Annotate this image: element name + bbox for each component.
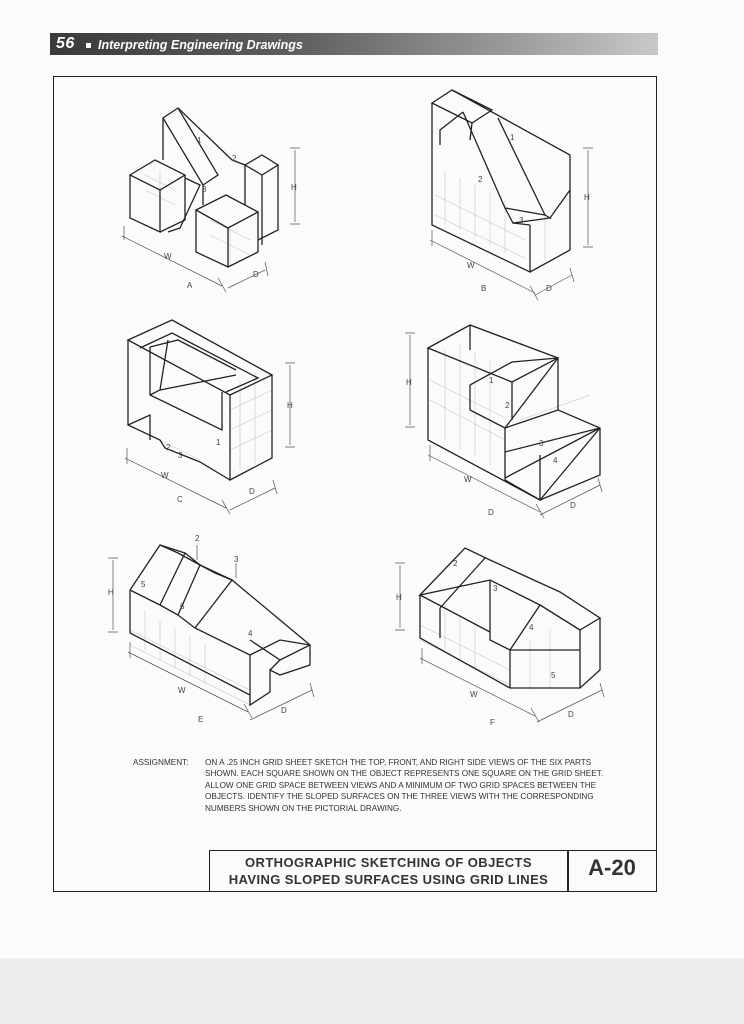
figure-e-dim-w: W [178,686,186,695]
figure-d-dim-h: H [406,378,412,387]
figure-c-dim-w: W [161,471,169,480]
figure-e [108,534,314,724]
figure-d-label: D [488,508,494,517]
figure-b-surface-1: 1 [510,133,515,142]
figure-e-label: E [198,715,204,724]
figure-e-surface-4: 4 [248,629,253,638]
figure-d-surface-3: 3 [539,439,544,448]
figure-b-surface-3: 3 [519,216,524,225]
figure-a-surface-2: 2 [232,154,237,163]
figure-a-label: A [187,281,193,290]
figure-f-dim-w: W [470,690,478,699]
figure-c [125,320,295,514]
title-line-1: ORTHOGRAPHIC SKETCHING OF OBJECTS [245,855,532,870]
figure-a-dim-h: H [291,183,297,192]
figure-e-surface-5: 5 [141,580,146,589]
figure-f-surface-2: 2 [453,559,458,568]
header-title: Interpreting Engineering Drawings [98,38,303,52]
figure-c-surface-2: 2 [166,443,171,452]
figure-a-surface-3: 3 [202,185,207,194]
assignment-label: ASSIGNMENT: [133,758,189,767]
figure-f-dim-d: D [568,710,574,719]
figure-a-dim-w: W [164,252,172,261]
figure-f-surface-5: 5 [551,671,556,680]
figure-c-dim-h: H [287,401,293,410]
figure-f-dim-h: H [396,593,402,602]
figure-f-label: F [490,718,495,727]
figure-a-surface-1: 1 [197,136,202,145]
figure-d-dim-d: D [570,501,576,510]
figure-a-dim-d: D [253,270,259,279]
figure-f-surface-4: 4 [529,623,534,632]
figure-d-surface-1: 1 [489,376,494,385]
figure-f [395,548,604,727]
figure-b-label: B [481,284,487,293]
figure-d [405,325,602,518]
figure-e-dim-d: D [281,706,287,715]
figure-c-surface-1: 1 [216,438,221,447]
figure-b-dim-w: W [467,261,475,270]
figure-b-dim-d: D [546,284,552,293]
figure-a [122,108,300,292]
figure-b-surface-2: 2 [478,175,483,184]
title-block [209,850,657,892]
figure-e-surface-3: 3 [234,555,239,564]
figure-d-surface-4: 4 [553,456,558,465]
figure-c-surface-3: 3 [178,451,183,460]
figure-e-surface-2: 2 [195,534,200,543]
figure-f-surface-3: 3 [493,584,498,593]
sheet-id: A-20 [588,855,636,880]
figure-e-dim-h: H [108,588,114,597]
figure-c-dim-d: D [249,487,255,496]
figure-b-dim-h: H [584,193,590,202]
figure-e-surface-6: 6 [180,602,185,611]
page-number: 56 [56,35,75,52]
figure-b [430,90,593,300]
assignment-text: ON A .25 INCH GRID SHEET SKETCH THE TOP, FRONT, AND RIGHT SIDE VIEWS OF THE SIX PARTS SHOWN. EACH SQUARE SHOWN ON THE OBJECT REPRESENTS ONE SQUARE ON THE GRID SHEET. ALLOW ONE GRID SPACE BETWEEN VIEWS AND A MINIMUM OF TWO GRID SPACES BETWEEN THE OBJECTS. IDENTIFY THE SLOPED SURFACES ON THE THREE VIEWS WITH THE CORRESPONDING NUMBERS SHOWN ON THE PICTORIAL DRAWING. [205,758,604,813]
figure-d-dim-w: W [464,475,472,484]
figure-c-label: C [177,495,183,504]
figure-d-surface-2: 2 [505,401,510,410]
title-line-2: HAVING SLOPED SURFACES USING GRID LINES [228,872,549,887]
